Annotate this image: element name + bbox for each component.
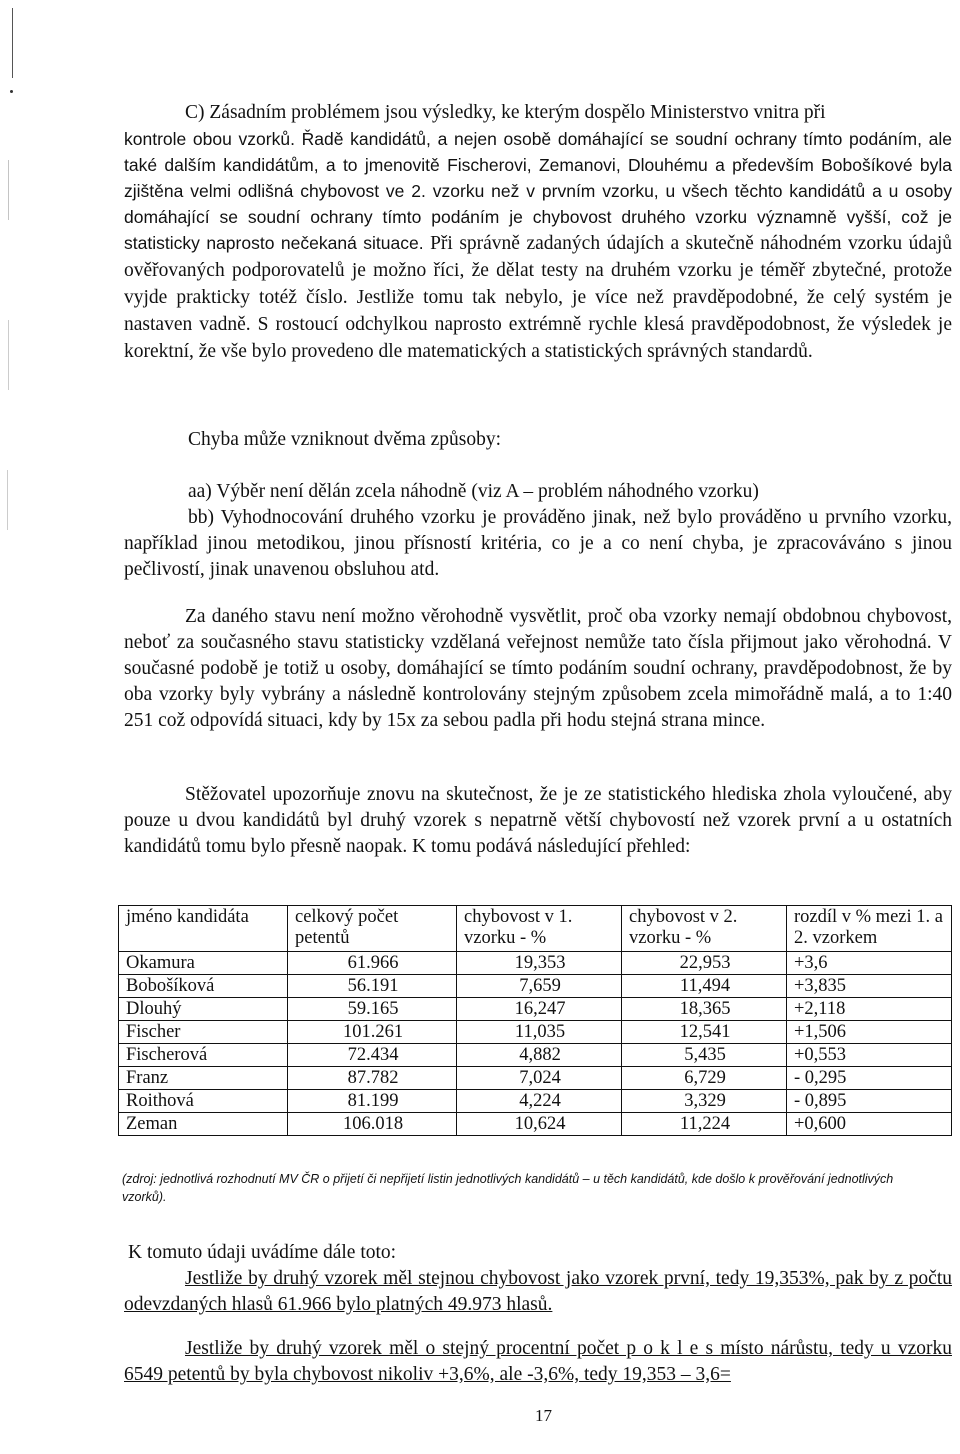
table-cell: 4,882 — [457, 1044, 622, 1067]
table-cell-name: Bobošíková — [119, 975, 288, 998]
table-cell-name: Dlouhý — [119, 998, 288, 1021]
table-cell: +0,553 — [787, 1044, 952, 1067]
table-cell: 81.199 — [288, 1090, 457, 1113]
table-cell-name: Franz — [119, 1067, 288, 1090]
table-cell: +1,506 — [787, 1021, 952, 1044]
paragraph-c-serif-text: Při správně zadaných údajích a skutečně náhodném vzorku údajů ověřovaných podporovatelů je možno říci, že dělat testy na druhém vzorku je téměř zbytečné, protože vyjde prakticky totéž číslo. Jestliže tomu tak nebylo, je více než pravděpodobné, že celý systém je nastaven vadně. S rostoucí odchylkou naprosto extrémně rychle klesá pravděpodobnost, že výsledek je korektní, že vše bylo provedeno dle matematických a statistických správných standardů. — [124, 233, 952, 362]
table-row — [119, 975, 952, 998]
table-cell: 101.261 — [288, 1021, 457, 1044]
candidate-error-table — [118, 905, 952, 1136]
table-header-cell: rozdíl v % mezi 1. a 2. vzorkem — [787, 906, 952, 952]
paragraph-c-sans-text: kontrole obou vzorků. Řadě kandidátů, a nejen osobě domáhající se soudní ochrany tímto podáním, ale také dalším kandidátům, a to jmenovitě Fischerovi, Zemanovi, Dlouhému a především Bobošíkové byla zjištěna velmi odlišná chybovost ve 2. vzorku než v prvním vzorku, u všech těchto kandidátů a u osoby domáhající se soudní ochrany tímto podáním je chybovost druhého vzorku významně vyšší, což je statisticky naprosto nečekaná situace. — [124, 129, 952, 253]
table-cell: 16,247 — [457, 998, 622, 1021]
table-cell: 61.966 — [288, 952, 457, 975]
table-cell: +0,600 — [787, 1113, 952, 1136]
table-row — [119, 998, 952, 1021]
table-cell: 22,953 — [622, 952, 787, 975]
table-cell: 56.191 — [288, 975, 457, 998]
table-cell: 7,024 — [457, 1067, 622, 1090]
table-cell: 5,435 — [622, 1044, 787, 1067]
table-row — [119, 1067, 952, 1090]
table-cell: 87.782 — [288, 1067, 457, 1090]
scan-edge-mark — [7, 470, 8, 530]
further-heading: K tomuto údaji uvádíme dále toto: — [128, 1242, 397, 1263]
item-aa: aa) Výběr není dělán zcela náhodně (viz A – problém náhodného vzorku) — [188, 481, 759, 502]
table-cell: 3,329 — [622, 1090, 787, 1113]
table-cell: 11,224 — [622, 1113, 787, 1136]
table-source-note: (zdroj: jednotlivá rozhodnutí MV ČR o přijetí či nepřijetí listin jednotlivých kandidátů – u těch kandidátů, kde došlo k prověřování jednotlivých vzorků). — [122, 1172, 894, 1204]
table-cell: 4,224 — [457, 1090, 622, 1113]
table-cell: 18,365 — [622, 998, 787, 1021]
table-header-cell: jméno kandidáta — [119, 906, 288, 952]
table-cell: 12,541 — [622, 1021, 787, 1044]
table-header-row — [119, 906, 952, 952]
table-row — [119, 1044, 952, 1067]
table-cell-name: Zeman — [119, 1113, 288, 1136]
table-header-cell: chybovost v 2. vzorku - % — [622, 906, 787, 952]
table-cell: 72.434 — [288, 1044, 457, 1067]
table-cell-name: Fischer — [119, 1021, 288, 1044]
paragraph-c-body — [124, 126, 952, 365]
table-cell: - 0,895 — [787, 1090, 952, 1113]
table-cell: 6,729 — [622, 1067, 787, 1090]
table-cell: 59.165 — [288, 998, 457, 1021]
item-bb: bb) Vyhodnocování druhého vzorku je prováděno jinak, než bylo prováděno u prvního vzorku, například jinou metodikou, jinou přísností kritéria, co je a co není chyba, je zpracováváno s jinou pečlivostí, jinak unavenou obsluhou atd. — [124, 507, 952, 580]
paragraph-explain: Za daného stavu není možno věrohodně vysvětlit, proč oba vzorky nemají obdobnou chybovost, neboť za současného stavu statisticky vzdělaná veřejnost nemůže tato čísla přijmout jako věrohodná. V současné podobě je totiž u osoby, domáhající se tímto podáním soudní ochrany, pravděpodobnost, že by oba vzorky byly vybrány a následně kontrolovány stejným způsobem zcela mimořádně malá, a to 1:40 251 což odpovídá situaci, kdy by 15x za sebou padla při hodu stejná strana mince. — [124, 606, 952, 731]
underlined-statement-2: Jestliže by druhý vzorek měl o stejný procentní počet p o k l e s místo nárůstu, tedy u vzorku 6549 petentů by byla chybovost nikoliv +3,6%, ale -3,6%, tedy 19,353 – 3,6= — [124, 1338, 952, 1385]
scan-edge-mark — [8, 320, 9, 390]
error-heading: Chyba může vzniknout dvěma způsoby: — [188, 429, 502, 450]
table-cell-name: Fischerová — [119, 1044, 288, 1067]
table-cell-name: Roithová — [119, 1090, 288, 1113]
table-cell: +3,6 — [787, 952, 952, 975]
scan-edge-mark — [12, 8, 13, 78]
underlined-statement-1: Jestliže by druhý vzorek měl stejnou chybovost jako vzorek první, tedy 19,353%, pak by z počtu odevzdaných hlasů 61.966 bylo platných 49.973 hlasů. — [124, 1268, 952, 1315]
scan-edge-mark — [8, 160, 9, 220]
table-row — [119, 1090, 952, 1113]
table-cell: 106.018 — [288, 1113, 457, 1136]
table-row — [119, 1113, 952, 1136]
table-header-cell: chybovost v 1. vzorku - % — [457, 906, 622, 952]
table-cell: 7,659 — [457, 975, 622, 998]
scan-edge-mark — [10, 90, 13, 93]
table-cell: 11,494 — [622, 975, 787, 998]
table-row — [119, 1021, 952, 1044]
table-cell: 10,624 — [457, 1113, 622, 1136]
paragraph-complainant: Stěžovatel upozorňuje znovu na skutečnost, že je ze statistického hlediska zhola vyloučené, aby pouze u dvou kandidátů byl druhý vzorek s nepatrně větší chybovostí než vzorek první a u ostatních kandidátů tomu bylo přesně naopak. K tomu podává následující přehled: — [124, 784, 952, 857]
table-row — [119, 952, 952, 975]
table-header-cell: celkový počet petentů — [288, 906, 457, 952]
table-cell: 19,353 — [457, 952, 622, 975]
table-cell: 11,035 — [457, 1021, 622, 1044]
table-cell-name: Okamura — [119, 952, 288, 975]
paragraph-c-first-line: C) Zásadním problémem jsou výsledky, ke kterým dospělo Ministerstvo vnitra při — [185, 102, 826, 123]
table-cell: +3,835 — [787, 975, 952, 998]
table-cell: - 0,295 — [787, 1067, 952, 1090]
page-number: 17 — [535, 1406, 552, 1425]
table-cell: +2,118 — [787, 998, 952, 1021]
